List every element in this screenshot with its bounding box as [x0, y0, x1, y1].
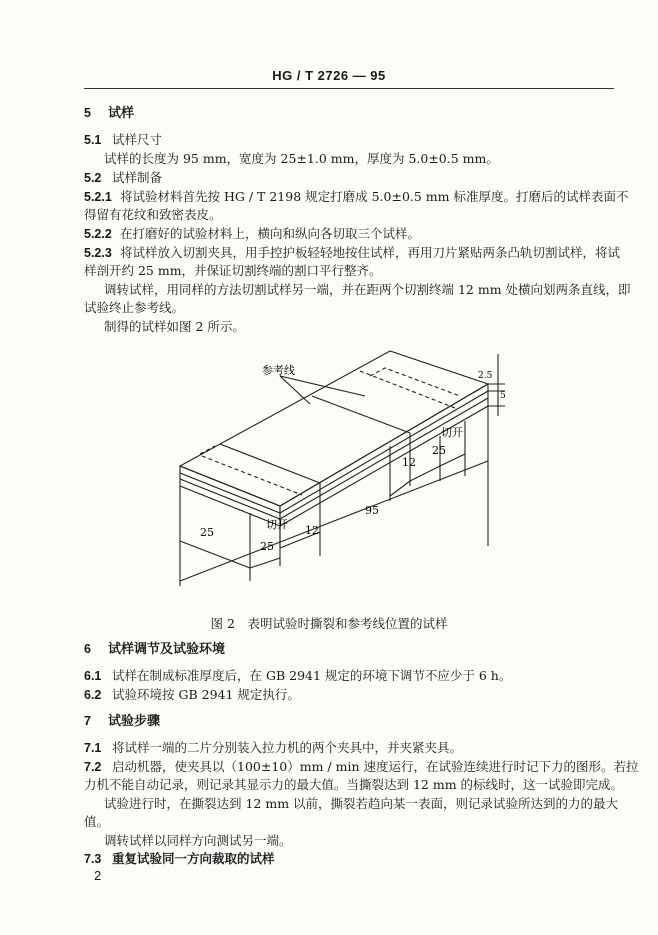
cut-label-right: 切开	[441, 426, 463, 439]
dim-5: 5	[500, 391, 506, 401]
paragraph-text: 试样的长度为 95 mm，宽度为 25±1.0 mm，厚度为 5.0±0.5 mm。	[104, 151, 499, 166]
paragraph-text: 力机不能自动记录，则记录其显示力的最大值。当撕裂达到 12 mm 的标线时，这一试验即完成。	[84, 777, 624, 792]
section-6-heading	[84, 640, 614, 659]
paragraph-text: 试样在制成标准厚度后，在 GB 2941 规定的环境下调节不应少于 6 h。	[112, 668, 512, 683]
paragraph-text: 启动机器，使夹具以（100±10）mm / min 速度运行，在试验连续进行时记下力的图形。若拉	[112, 759, 639, 774]
section-7-1-line	[84, 739, 614, 757]
paragraph-text: 试验进行时，在撕裂达到 12 mm 以前，撕裂若趋向某一表面，则记录试验所达到的力的最大	[104, 796, 619, 811]
specimen-front-face	[180, 466, 280, 526]
section-5-2-1-line	[84, 188, 629, 206]
section-number: 6.1	[84, 669, 102, 683]
reference-line-label: 参考线	[262, 364, 295, 377]
section-7-heading	[84, 712, 614, 731]
section-number: 5	[84, 106, 91, 120]
figure-caption: 图 2 表明试验时撕裂和参考线位置的试样	[210, 616, 448, 631]
section-number: 5.1	[84, 133, 102, 147]
section-number: 7.2	[84, 760, 102, 774]
paragraph-text: 值。	[84, 814, 110, 829]
section-title: 试样尺寸	[112, 132, 163, 147]
section-5-2-2-line	[84, 225, 614, 243]
paragraph-text: 在打磨好的试验材料上，横向和纵向各切取三个试样。	[120, 226, 421, 241]
standard-code-header: HG / T 2726 — 95	[272, 68, 386, 83]
paragraph-text: 试验环境按 GB 2941 规定执行。	[112, 687, 300, 702]
section-5-heading	[84, 104, 614, 123]
section-number: 7.1	[84, 741, 102, 755]
section-7-3-line	[84, 850, 614, 868]
page-number: 2	[94, 868, 102, 883]
paragraph-text: 调转试样，用同样的方法切割试样另一端，并在距两个切割终端 12 mm 处横向划两条直线，即	[104, 282, 631, 297]
section-number: 5.2.1	[84, 190, 112, 204]
section-title: 试样制备	[112, 170, 163, 185]
dim-25-front-2: 25	[260, 540, 274, 553]
section-5-2-3-line	[84, 244, 621, 262]
section-number: 6	[84, 642, 91, 656]
section-5-2-heading	[84, 169, 614, 187]
section-7-2-line	[84, 758, 639, 776]
section-6-2-line	[84, 686, 614, 704]
paragraph-text: 制得的试样如图 2 所示。	[104, 319, 245, 334]
paragraph-text: 将试样一端的二片分别装入拉力机的两个夹具中，并夹紧夹具。	[112, 740, 463, 755]
dim-25-front: 25	[200, 526, 214, 539]
section-6-1-line	[84, 667, 614, 685]
dim-25-back: 25	[432, 444, 446, 457]
paragraph-text: 试验终止参考线。	[84, 300, 185, 315]
section-title: 试样	[108, 106, 135, 121]
paragraph-text: 将试样放入切割夹具，用手控护板轻轻地按住试样，再用刀片紧贴两条凸轨切割试样，将试	[120, 245, 621, 260]
dim-12-front: 12	[305, 524, 319, 537]
section-number: 7.3	[84, 852, 102, 866]
dim-12-back: 12	[402, 456, 416, 469]
paragraph-text: 重复试验同一方向裁取的试样	[112, 851, 275, 866]
section-number: 5.2.3	[84, 246, 112, 260]
cut-label-left: 切开	[266, 518, 288, 531]
section-title: 试验步骤	[108, 714, 161, 729]
specimen-figure	[170, 336, 510, 606]
dim-2-5: 2.5	[478, 371, 493, 381]
section-5-1-heading	[84, 131, 614, 149]
section-number: 6.2	[84, 688, 102, 702]
specimen-right-face	[280, 384, 488, 526]
paragraph-text: 样剖开约 25 mm，并保证切割终端的割口平行整齐。	[84, 263, 382, 278]
section-number: 7	[84, 714, 91, 728]
paragraph-text: 调转试样以同样方向测试另一端。	[104, 833, 292, 848]
section-number: 5.2.2	[84, 227, 112, 241]
section-title: 试样调节及试验环境	[108, 642, 226, 657]
paragraph-text: 得留有花纹和致密表皮。	[84, 207, 222, 222]
section-number: 5.2	[84, 171, 102, 185]
header-rule	[84, 88, 614, 89]
dim-95: 95	[365, 504, 379, 517]
paragraph-text: 将试验材料首先按 HG / T 2198 规定打磨成 5.0±0.5 mm 标准厚度。打磨后的试样表面不	[120, 189, 629, 204]
